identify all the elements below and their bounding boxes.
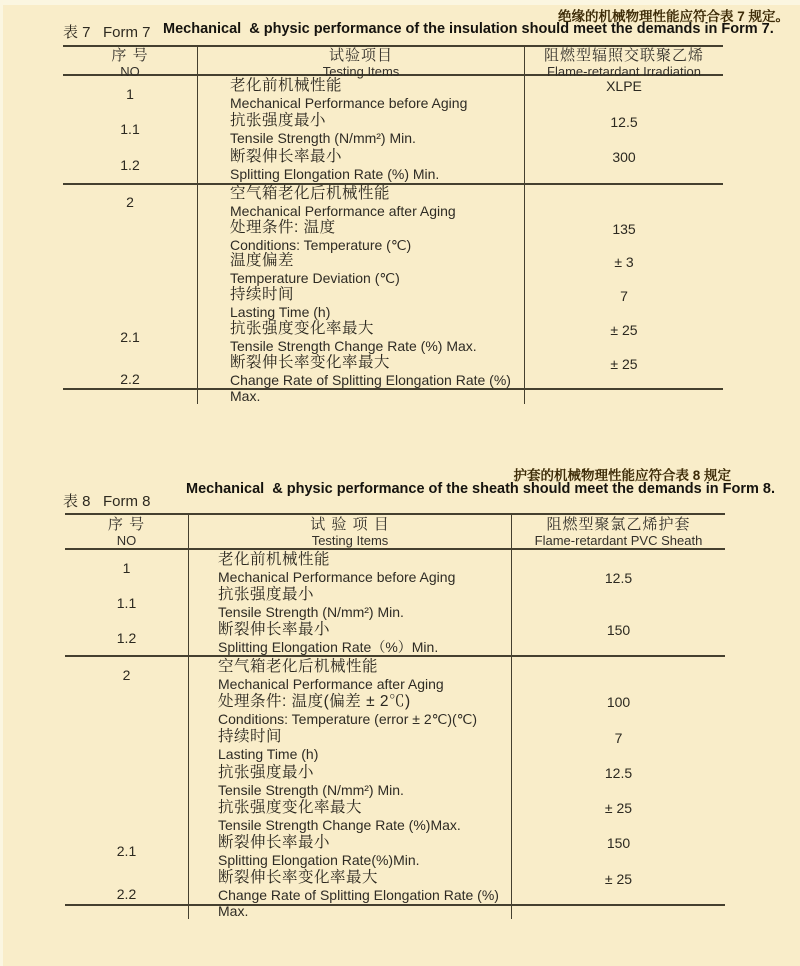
form7-table xyxy=(63,45,723,404)
item-zh: 断裂伸长率最小 xyxy=(218,834,331,852)
row-value-text: 7 xyxy=(620,288,628,305)
table-row xyxy=(63,185,723,219)
header-value-en: Flame-retardant PVC Sheath xyxy=(534,532,703,548)
item-en: Tensile Strength Change Rate (%)Max. xyxy=(218,816,461,833)
row-no: 2 xyxy=(122,666,131,683)
row-value-text: 150 xyxy=(606,835,631,852)
item-en: Splitting Elongation Rate (%) Min. xyxy=(230,165,440,182)
row-value xyxy=(512,833,725,868)
item-en: Lasting Time (h) xyxy=(218,746,319,763)
row-no: 1.2 xyxy=(120,156,140,173)
item-zh: 断裂伸长率变化率最大 xyxy=(218,868,379,886)
item-zh: 抗张强度最小 xyxy=(230,112,327,130)
row-no: 2.2 xyxy=(116,885,137,902)
row-value-text: 12.5 xyxy=(610,113,638,130)
item-en: Mechanical Performance before Aging xyxy=(230,94,468,111)
form8-table xyxy=(65,513,725,919)
item-en: Lasting Time (h) xyxy=(230,304,331,321)
header-value-zh: 阻燃型聚氯乙烯护套 xyxy=(546,515,691,533)
row-no: 1 xyxy=(122,559,131,576)
row-value-text: ± 3 xyxy=(614,254,634,271)
item-zh: 处理条件: 温度(偏差 ± 2℃) xyxy=(218,692,411,710)
row-no: 2 xyxy=(126,193,134,210)
table-row xyxy=(63,112,723,148)
item-zh: 持续时间 xyxy=(218,728,283,746)
table-row xyxy=(65,620,725,655)
row-value-text: ± 25 xyxy=(610,321,638,338)
row-value xyxy=(512,869,725,919)
table-row xyxy=(63,252,723,286)
item-en: Mechanical Performance after Aging xyxy=(230,202,456,219)
row-value-text: 7 xyxy=(614,729,623,746)
row-item xyxy=(188,620,512,655)
item-zh: 处理条件: 温度 xyxy=(230,218,336,236)
row-value xyxy=(512,692,725,727)
header-item-zh: 试验项目 xyxy=(328,47,393,64)
form8-table-header xyxy=(65,513,725,550)
row-no xyxy=(63,252,197,286)
item-zh: 持续时间 xyxy=(230,286,295,304)
row-no: 1 xyxy=(126,85,134,102)
item-en: Tensile Strength (N/mm²) Min. xyxy=(218,603,404,620)
item-zh: 断裂伸长率最小 xyxy=(230,147,343,165)
header-value-zh: 阻燃型辐照交联聚乙烯 xyxy=(543,47,704,64)
item-zh: 老化前机械性能 xyxy=(218,550,331,568)
row-value-text: 12.5 xyxy=(604,764,633,781)
row-item xyxy=(188,692,512,727)
row-value xyxy=(525,354,723,404)
table-row xyxy=(65,798,725,833)
row-item xyxy=(188,728,512,763)
header-value-en: Flame-retardant Irradiation xyxy=(547,64,701,79)
table-row xyxy=(65,833,725,868)
row-item xyxy=(197,354,525,404)
header-no-en: NO xyxy=(120,64,140,79)
form7-section-1 xyxy=(63,76,723,183)
row-item xyxy=(188,585,512,620)
form7-title-en: Mechanical & physic performance of the insulation should meet the demands in Form 7. xyxy=(163,21,774,37)
row-value-text: ± 25 xyxy=(610,355,638,372)
table-row xyxy=(65,763,725,798)
row-value xyxy=(512,657,725,692)
row-item xyxy=(188,550,512,585)
table-row xyxy=(63,286,723,320)
row-item xyxy=(188,798,512,833)
item-zh: 抗张强度变化率最大 xyxy=(218,798,363,816)
item-en: Tensile Strength (N/mm²) Min. xyxy=(230,130,416,147)
row-value-text: 12.5 xyxy=(604,570,633,586)
row-value xyxy=(525,320,723,354)
row-value xyxy=(512,620,725,655)
header-no-en: NO xyxy=(116,532,137,548)
item-zh: 抗张强度最小 xyxy=(218,585,315,603)
row-value xyxy=(512,570,725,620)
row-value xyxy=(525,286,723,320)
item-zh: 空气箱老化后机械性能 xyxy=(218,657,379,675)
row-no: 1.1 xyxy=(116,594,137,611)
row-value-text: 300 xyxy=(612,149,636,166)
item-zh: 抗张强度变化率最大 xyxy=(230,319,375,337)
header-item-en: Testing Items xyxy=(311,532,389,548)
row-value xyxy=(525,185,723,219)
table-row xyxy=(65,657,725,692)
row-no xyxy=(65,763,188,798)
item-zh: 抗张强度最小 xyxy=(218,763,315,781)
row-item xyxy=(197,219,525,253)
header-no-zh: 序 号 xyxy=(107,515,146,533)
header-value-column xyxy=(512,515,725,548)
header-item-column xyxy=(197,47,525,79)
form7-label: 表 7 Form 7 xyxy=(63,24,151,41)
row-no xyxy=(65,692,188,727)
item-en: Mechanical Performance before Aging xyxy=(218,568,456,585)
item-en: Mechanical Performance after Aging xyxy=(218,675,444,692)
row-value xyxy=(525,219,723,253)
form7-table-header xyxy=(63,45,723,79)
item-en: Conditions: Temperature (error ± 2℃)(℃) xyxy=(218,710,478,727)
item-en: Tensile Strength Change Rate (%) Max. xyxy=(230,337,477,354)
table-row xyxy=(63,147,723,183)
form7-note-zh: 绝缘的机械物理性能应符合表 7 规定。 xyxy=(557,9,789,24)
row-value-text: 150 xyxy=(606,622,631,638)
row-value-text: ± 25 xyxy=(604,870,633,887)
header-no-column xyxy=(63,47,197,79)
item-en: Tensile Strength (N/mm²) Min. xyxy=(218,781,404,798)
row-no xyxy=(63,219,197,253)
row-item xyxy=(188,869,512,919)
row-item xyxy=(197,252,525,286)
row-value xyxy=(525,252,723,286)
table-row xyxy=(63,353,723,404)
row-value xyxy=(525,112,723,148)
table-row xyxy=(63,76,723,112)
row-no xyxy=(63,286,197,320)
row-item xyxy=(197,112,525,148)
item-zh: 老化前机械性能 xyxy=(230,76,343,94)
row-no: 2.2 xyxy=(120,370,140,387)
row-value xyxy=(512,798,725,833)
row-no: 2.1 xyxy=(120,328,140,345)
row-value-text: 100 xyxy=(606,694,631,711)
item-zh: 断裂伸长率最小 xyxy=(218,620,331,638)
form8-label: 表 8 Form 8 xyxy=(63,493,151,510)
item-zh: 温度偏差 xyxy=(230,252,295,270)
header-no-column xyxy=(65,515,188,548)
header-item-zh: 试 验 项 目 xyxy=(310,515,390,533)
form8-section-2 xyxy=(65,655,725,919)
header-item-en: Testing Items xyxy=(322,64,400,79)
item-en: Change Rate of Splitting Elongation Rate (%) Max. xyxy=(218,886,499,919)
row-value xyxy=(525,76,723,112)
row-item xyxy=(197,147,525,183)
form7-section-2 xyxy=(63,183,723,404)
row-item xyxy=(197,76,525,112)
table-row xyxy=(63,320,723,354)
table-row xyxy=(65,728,725,763)
row-value-text: ± 25 xyxy=(604,800,633,817)
table-row xyxy=(65,868,725,919)
row-no: 1.1 xyxy=(120,121,140,138)
row-no xyxy=(65,728,188,763)
row-no: 1.2 xyxy=(116,629,137,646)
row-value xyxy=(525,147,723,183)
row-item xyxy=(197,286,525,320)
item-en: Conditions: Temperature (℃) xyxy=(230,236,412,253)
item-zh: 断裂伸长率变化率最大 xyxy=(230,353,391,371)
row-no: 2.1 xyxy=(116,843,137,860)
table-row xyxy=(63,219,723,253)
row-item xyxy=(188,657,512,692)
item-en: Splitting Elongation Rate(%)Min. xyxy=(218,852,420,869)
item-en: Splitting Elongation Rate（%）Min. xyxy=(218,638,439,655)
form8-title-en: Mechanical & physic performance of the sheath should meet the demands in Form 8. xyxy=(186,481,775,497)
header-value-column xyxy=(525,47,723,79)
row-item xyxy=(197,185,525,219)
row-item xyxy=(197,320,525,354)
item-zh: 空气箱老化后机械性能 xyxy=(230,184,391,202)
row-value xyxy=(512,763,725,798)
row-value-text: XLPE xyxy=(606,78,642,94)
row-value xyxy=(512,728,725,763)
table-row xyxy=(65,692,725,727)
item-en: Temperature Deviation (℃) xyxy=(230,270,400,287)
header-item-column xyxy=(188,515,512,548)
header-no-zh: 序 号 xyxy=(111,47,149,64)
row-item xyxy=(188,763,512,798)
row-item xyxy=(188,833,512,868)
form8-section-1 xyxy=(65,550,725,655)
row-value-text: 135 xyxy=(612,220,636,237)
item-en: Change Rate of Splitting Elongation Rate (%) Max. xyxy=(230,371,511,404)
form8-note-zh: 护套的机械物理性能应符合表 8 规定 xyxy=(513,468,731,483)
row-no xyxy=(65,798,188,833)
